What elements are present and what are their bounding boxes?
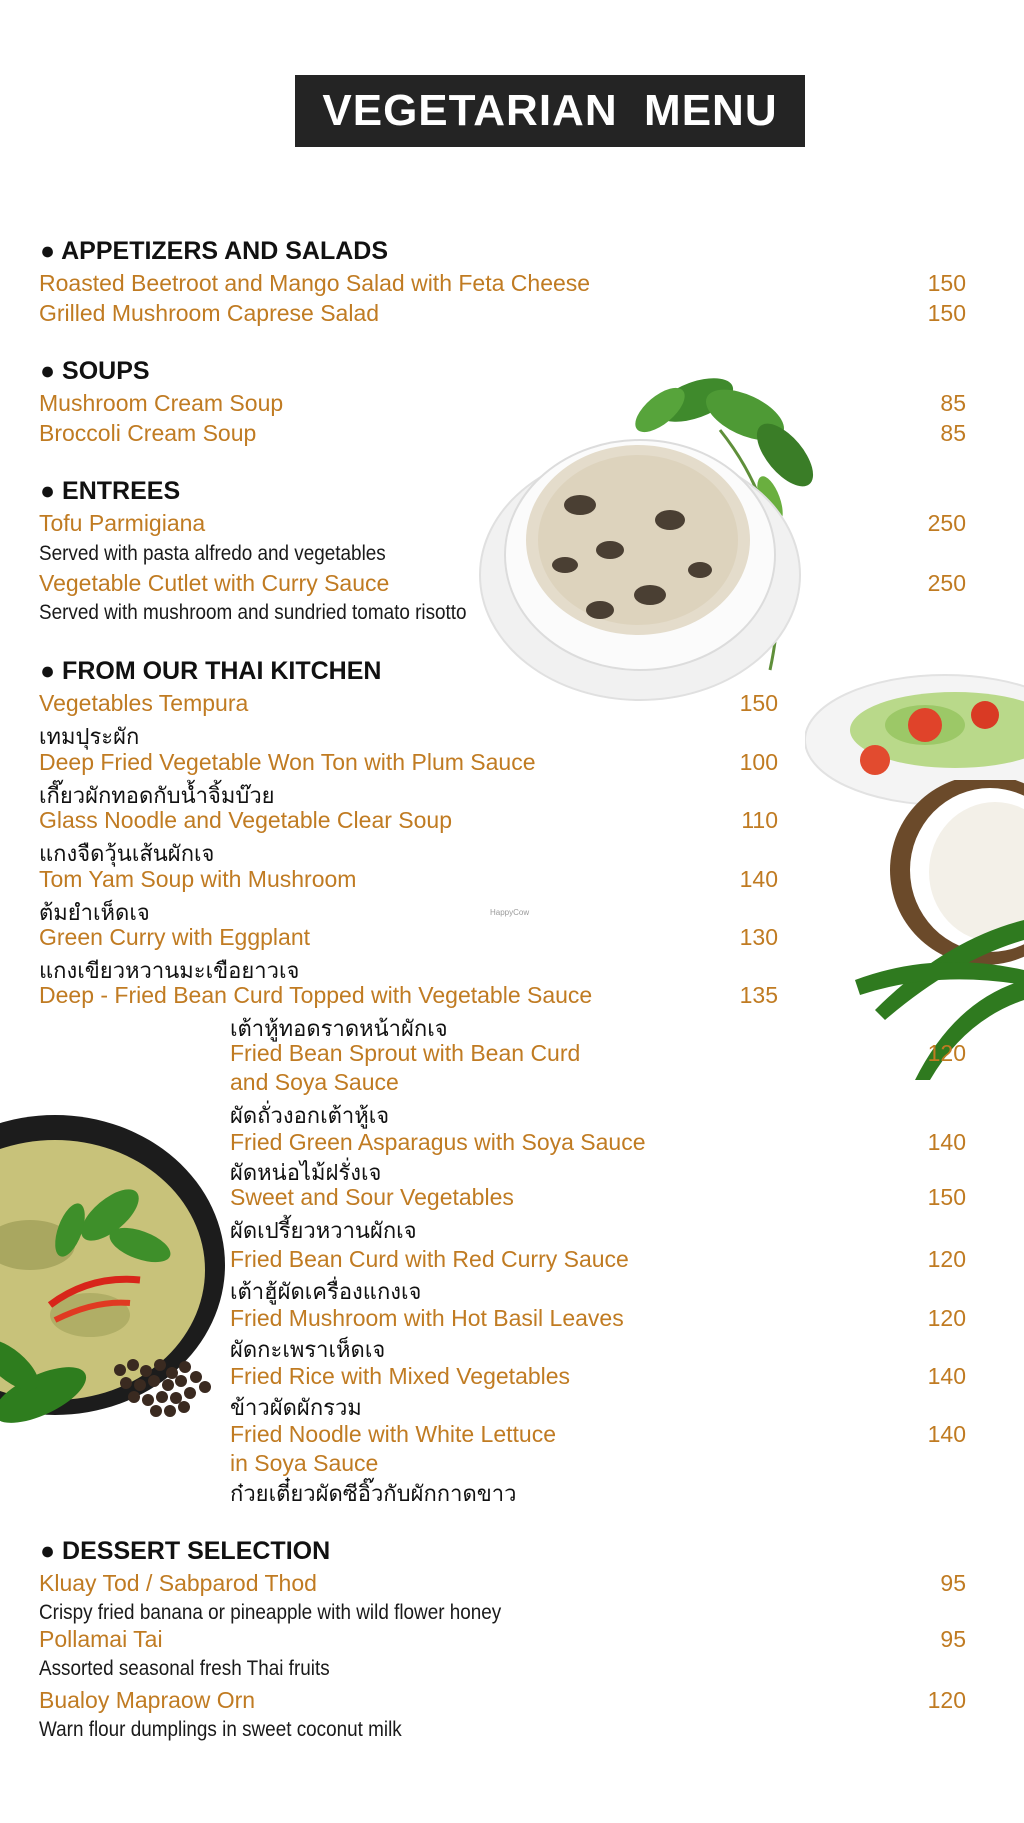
menu-item-name: Green Curry with Eggplant [39,924,311,950]
menu-item-name: Fried Bean Curd with Red Curry Sauce [230,1246,629,1272]
menu-item-name: Fried Green Asparagus with Soya Sauce [230,1129,646,1155]
menu-item-name: Tom Yam Soup with Mushroom [39,866,357,892]
coconut-image [855,780,1024,1080]
menu-item-name: Fried Mushroom with Hot Basil Leaves [230,1305,624,1331]
section-heading-thai-kitchen: ● FROM OUR THAI KITCHEN [40,657,382,685]
section-heading-appetizers: ● APPETIZERS AND SALADS [40,237,388,265]
menu-item-price: 130 [739,924,778,950]
menu-item-name-continued: in Soya Sauce [230,1450,379,1476]
menu-item-price: 150 [739,690,778,716]
menu-item-name: Kluay Tod / Sabparod Thod [39,1570,317,1596]
menu-item-name: Fried Noodle with White Lettuce [230,1421,556,1447]
menu-item-description: Warn flour dumplings in sweet coconut milk [39,1718,402,1741]
menu-item-name: Bualoy Mapraow Orn [39,1687,256,1713]
menu-item-price: 135 [739,982,778,1008]
menu-item-price: 95 [940,1626,966,1652]
menu-item-thai-name: เทมปุระผัก [39,725,140,750]
menu-item-price: 120 [927,1305,966,1331]
menu-item-thai-name: เกี๊ยวผักทอดกับน้ำจิ้มบ๊วย [39,784,275,809]
menu-item-name: Broccoli Cream Soup [39,420,257,446]
menu-item-name: Deep Fried Vegetable Won Ton with Plum Sauce [39,749,536,775]
menu-item-name: Glass Noodle and Vegetable Clear Soup [39,807,453,833]
menu-item-description: Served with pasta alfredo and vegetables [39,542,386,565]
menu-item-price: 120 [927,1687,966,1713]
green-curry-image [0,1115,230,1435]
menu-title: VEGETARIAN MENU [295,75,805,147]
menu-item-thai-name: ก๋วยเตี๋ยวผัดซีอิ๊วกับผักกาดขาว [230,1482,517,1507]
menu-item-description: Crispy fried banana or pineapple with wild flower honey [39,1601,502,1624]
menu-item-thai-name: เต้าฮู้ผัดเครื่องแกงเจ [230,1280,422,1305]
menu-item-name: Vegetables Tempura [39,690,249,716]
menu-item-thai-name: เต้าหู้ทอดราดหน้าผักเจ [230,1017,448,1042]
menu-item-price: 120 [927,1040,966,1066]
menu-item-price: 120 [927,1246,966,1272]
menu-item-price: 150 [927,1184,966,1210]
menu-item-price: 250 [927,570,966,596]
menu-item-thai-name: ข้าวผัดผักรวม [230,1396,362,1421]
menu-item-name: Grilled Mushroom Caprese Salad [39,300,380,326]
menu-item-price: 140 [739,866,778,892]
menu-item-price: 95 [940,1570,966,1596]
menu-item-name: Deep - Fried Bean Curd Topped with Vegetable Sauce [39,982,593,1008]
menu-item-price: 140 [927,1129,966,1155]
section-heading-soups: ● SOUPS [40,357,150,385]
section-heading-dessert: ● DESSERT SELECTION [40,1537,331,1565]
menu-item-name-continued: and Soya Sauce [230,1069,399,1095]
menu-item-name: Tofu Parmigiana [39,510,206,536]
menu-item-thai-name: ผัดกะเพราเห็ดเจ [230,1338,386,1363]
menu-item-price: 150 [927,300,966,326]
menu-item-thai-name: แกงเขียวหวานมะเขือยาวเจ [39,959,300,984]
menu-item-name: Fried Rice with Mixed Vegetables [230,1363,571,1389]
menu-item-price: 110 [741,807,778,833]
menu-item-description: Served with mushroom and sundried tomato risotto [39,601,467,624]
menu-item-name: Fried Bean Sprout with Bean Curd [230,1040,581,1066]
menu-item-name: Vegetable Cutlet with Curry Sauce [39,570,390,596]
menu-item-name: Mushroom Cream Soup [39,390,284,416]
menu-item-thai-name: ต้มยำเห็ดเจ [39,901,150,926]
section-heading-entrees: ● ENTREES [40,477,181,505]
watermark-label: HappyCow [490,908,530,917]
menu-item-price: 140 [927,1363,966,1389]
menu-item-name: Roasted Beetroot and Mango Salad with Feta Cheese [39,270,591,296]
menu-item-price: 85 [940,420,966,446]
menu-item-price: 85 [940,390,966,416]
menu-item-name: Pollamai Tai [39,1626,163,1652]
menu-item-name: Sweet and Sour Vegetables [230,1184,514,1210]
menu-item-description: Assorted seasonal fresh Thai fruits [39,1657,330,1680]
mushroom-soup-image [470,370,870,710]
menu-item-thai-name: ผัดถั่วงอกเต้าหู้เจ [230,1104,390,1129]
menu-item-price: 100 [739,749,778,775]
menu-item-price: 150 [927,270,966,296]
menu-item-thai-name: แกงจืดวุ้นเส้นผักเจ [39,842,215,867]
menu-item-price: 250 [927,510,966,536]
menu-item-thai-name: ผัดหน่อไม้ฝรั่งเจ [230,1161,382,1186]
menu-item-thai-name: ผัดเปรี้ยวหวานผักเจ [230,1219,417,1244]
menu-item-price: 140 [927,1421,966,1447]
peppercorns [114,1359,211,1417]
